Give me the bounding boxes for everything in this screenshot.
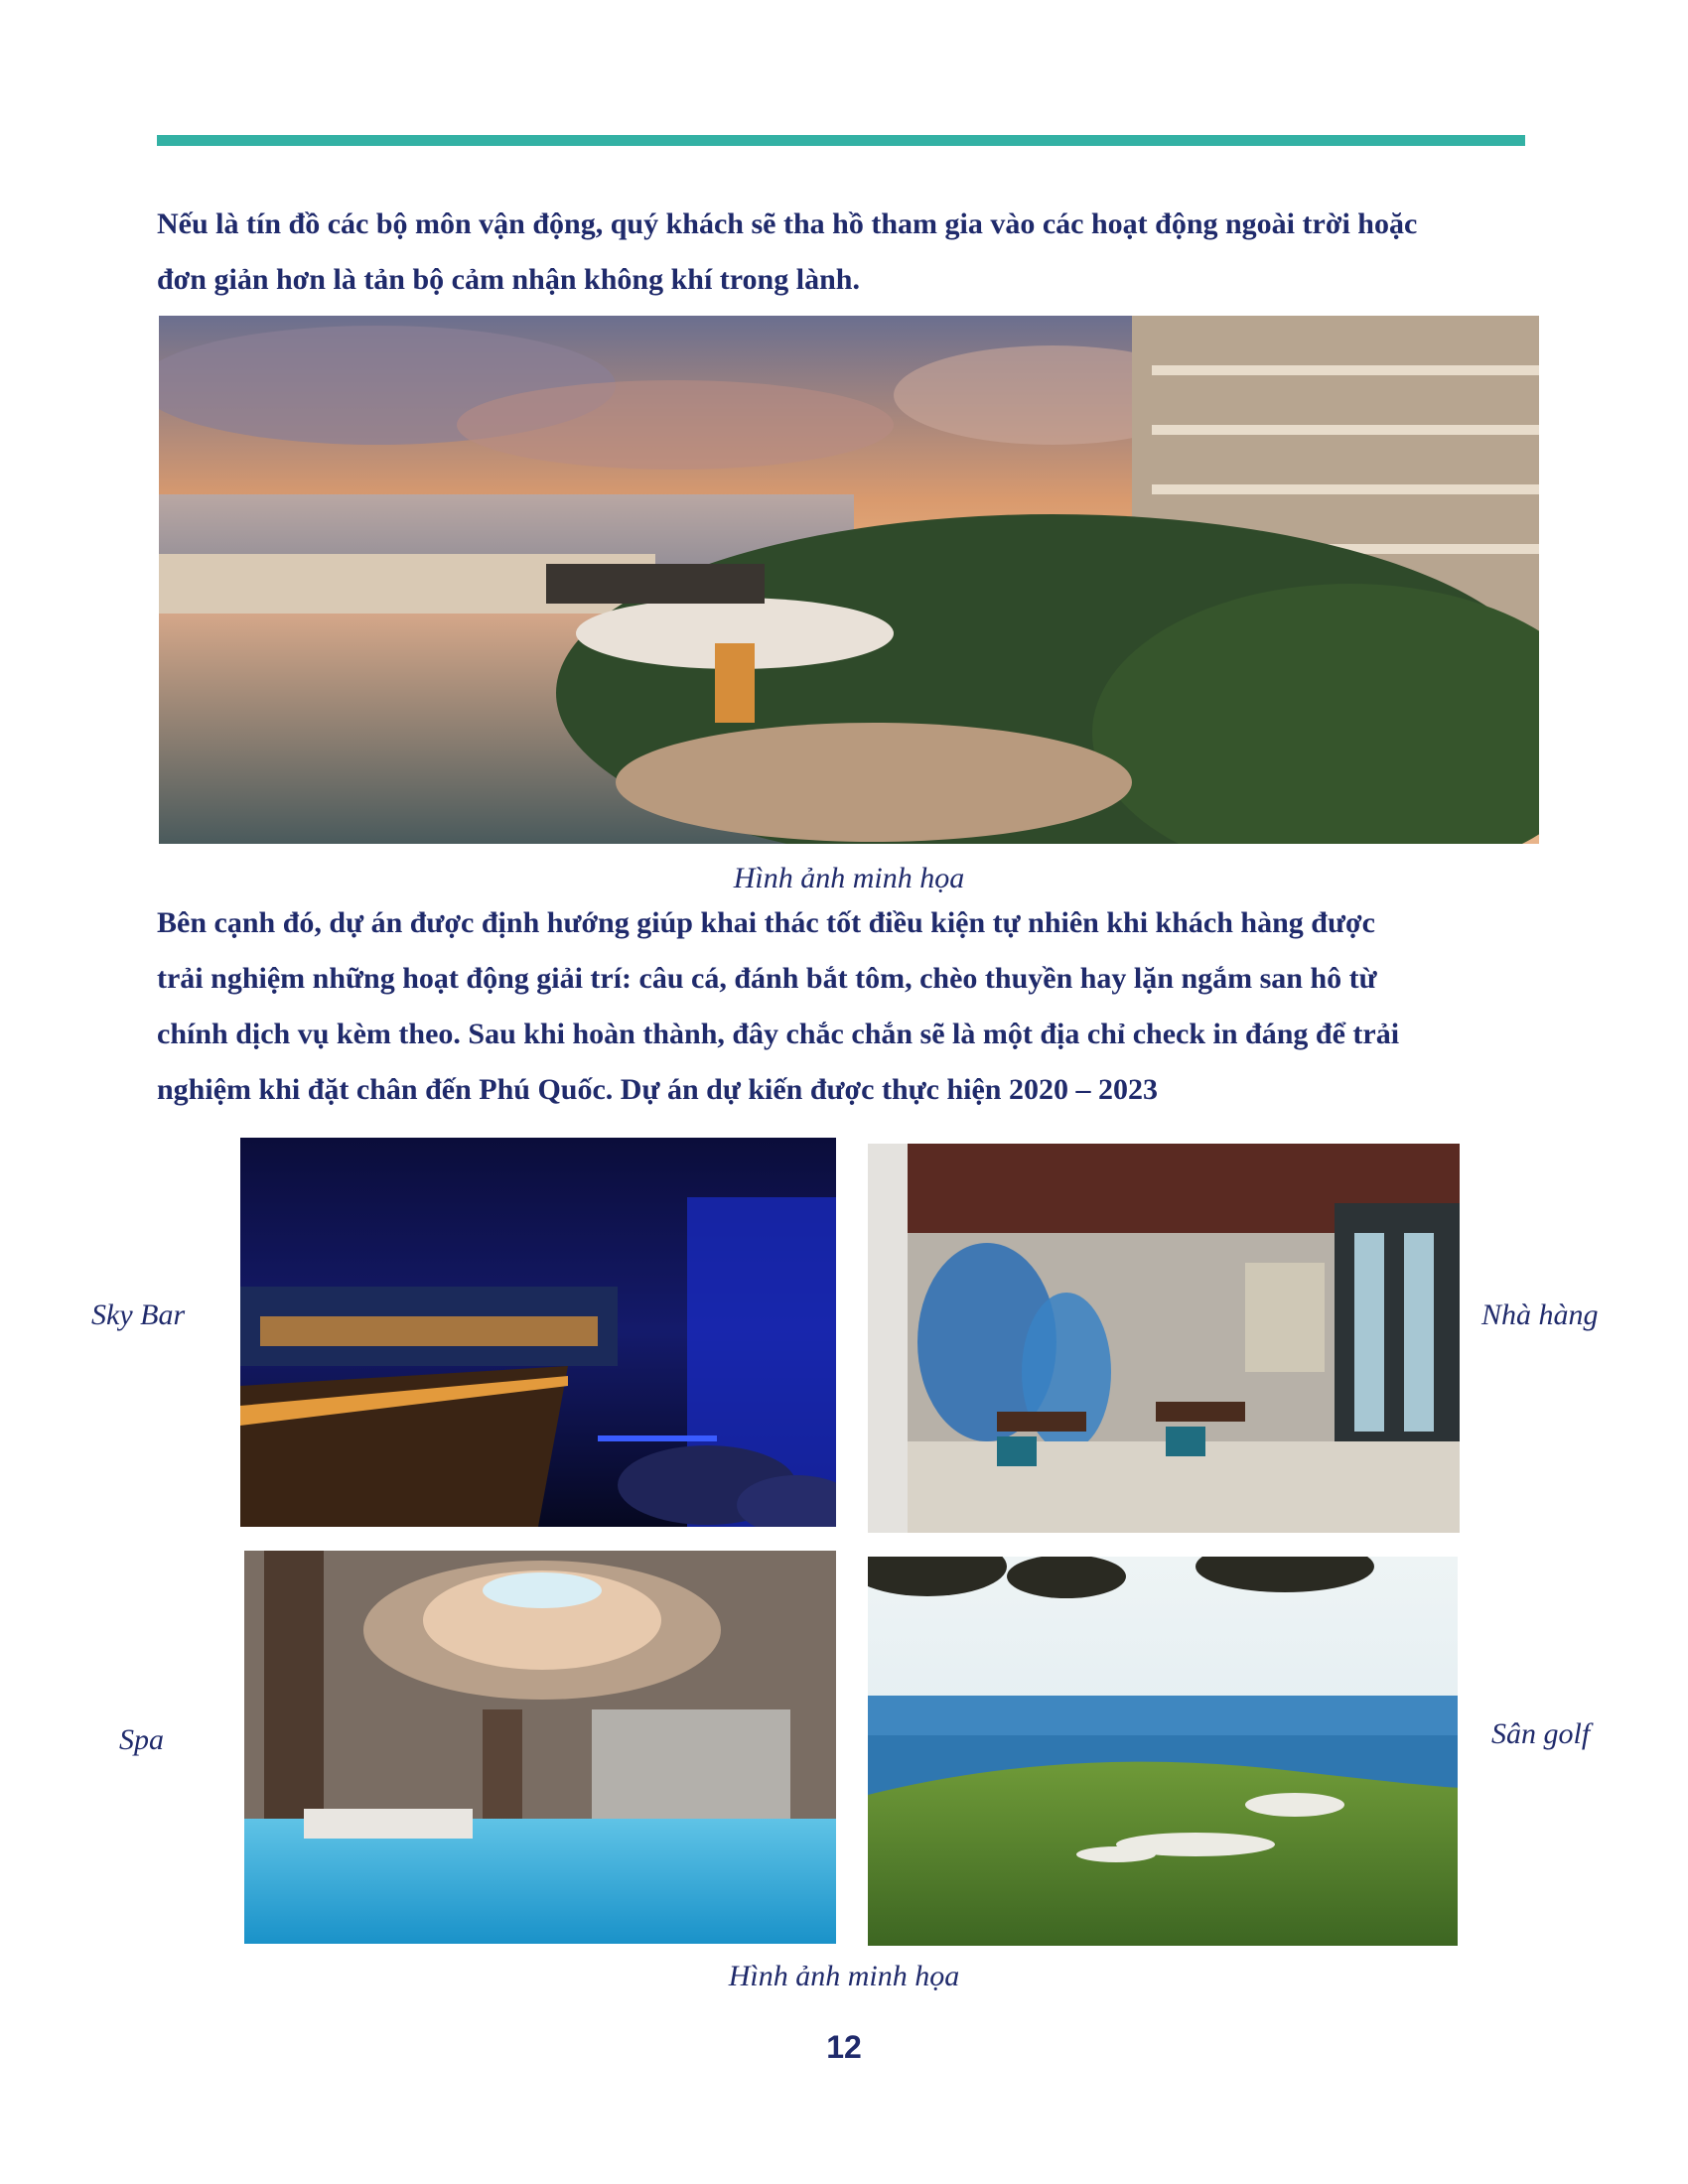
body-paragraph (157, 895, 1537, 1118)
restaurant-photo (868, 1144, 1460, 1533)
label-sky-bar: Sky Bar (91, 1298, 186, 1331)
page-number: 12 (826, 2029, 862, 2065)
label-golf: Sân golf (1491, 1717, 1591, 1750)
body-line-4: nghiệm khi đặt chân đến Phú Quốc. Dự án dự kiến được thực hiện 2020 – 2023 (157, 1073, 1158, 1106)
caption-top: Hình ảnh minh họa (733, 862, 965, 894)
intro-paragraph (157, 197, 1525, 308)
golf-photo (868, 1557, 1458, 1946)
intro-line-2: đơn giản hơn là tản bộ cảm nhận không khí trong lành. (157, 263, 860, 296)
body-line-2: trải nghiệm những hoạt động giải trí: câu cá, đánh bắt tôm, chèo thuyền hay lặn ngắm san hô từ (157, 962, 1377, 995)
body-line-1: Bên cạnh đó, dự án được định hướng giúp khai thác tốt điều kiện tự nhiên khi khách hàng được (157, 906, 1375, 939)
sky-bar-photo (240, 1138, 836, 1527)
body-line-3: chính dịch vụ kèm theo. Sau khi hoàn thành, đây chắc chắn sẽ là một địa chỉ check in đáng để trải (157, 1018, 1400, 1050)
spa-photo (244, 1551, 836, 1944)
header-rule (157, 135, 1525, 146)
caption-bottom: Hình ảnh minh họa (728, 1960, 960, 1992)
resort-photo (159, 316, 1539, 844)
intro-line-1: Nếu là tín đồ các bộ môn vận động, quý khách sẽ tha hồ tham gia vào các hoạt động ngoài trời hoặc (157, 207, 1418, 240)
label-spa: Spa (119, 1723, 164, 1756)
label-restaurant: Nhà hàng (1481, 1298, 1599, 1331)
